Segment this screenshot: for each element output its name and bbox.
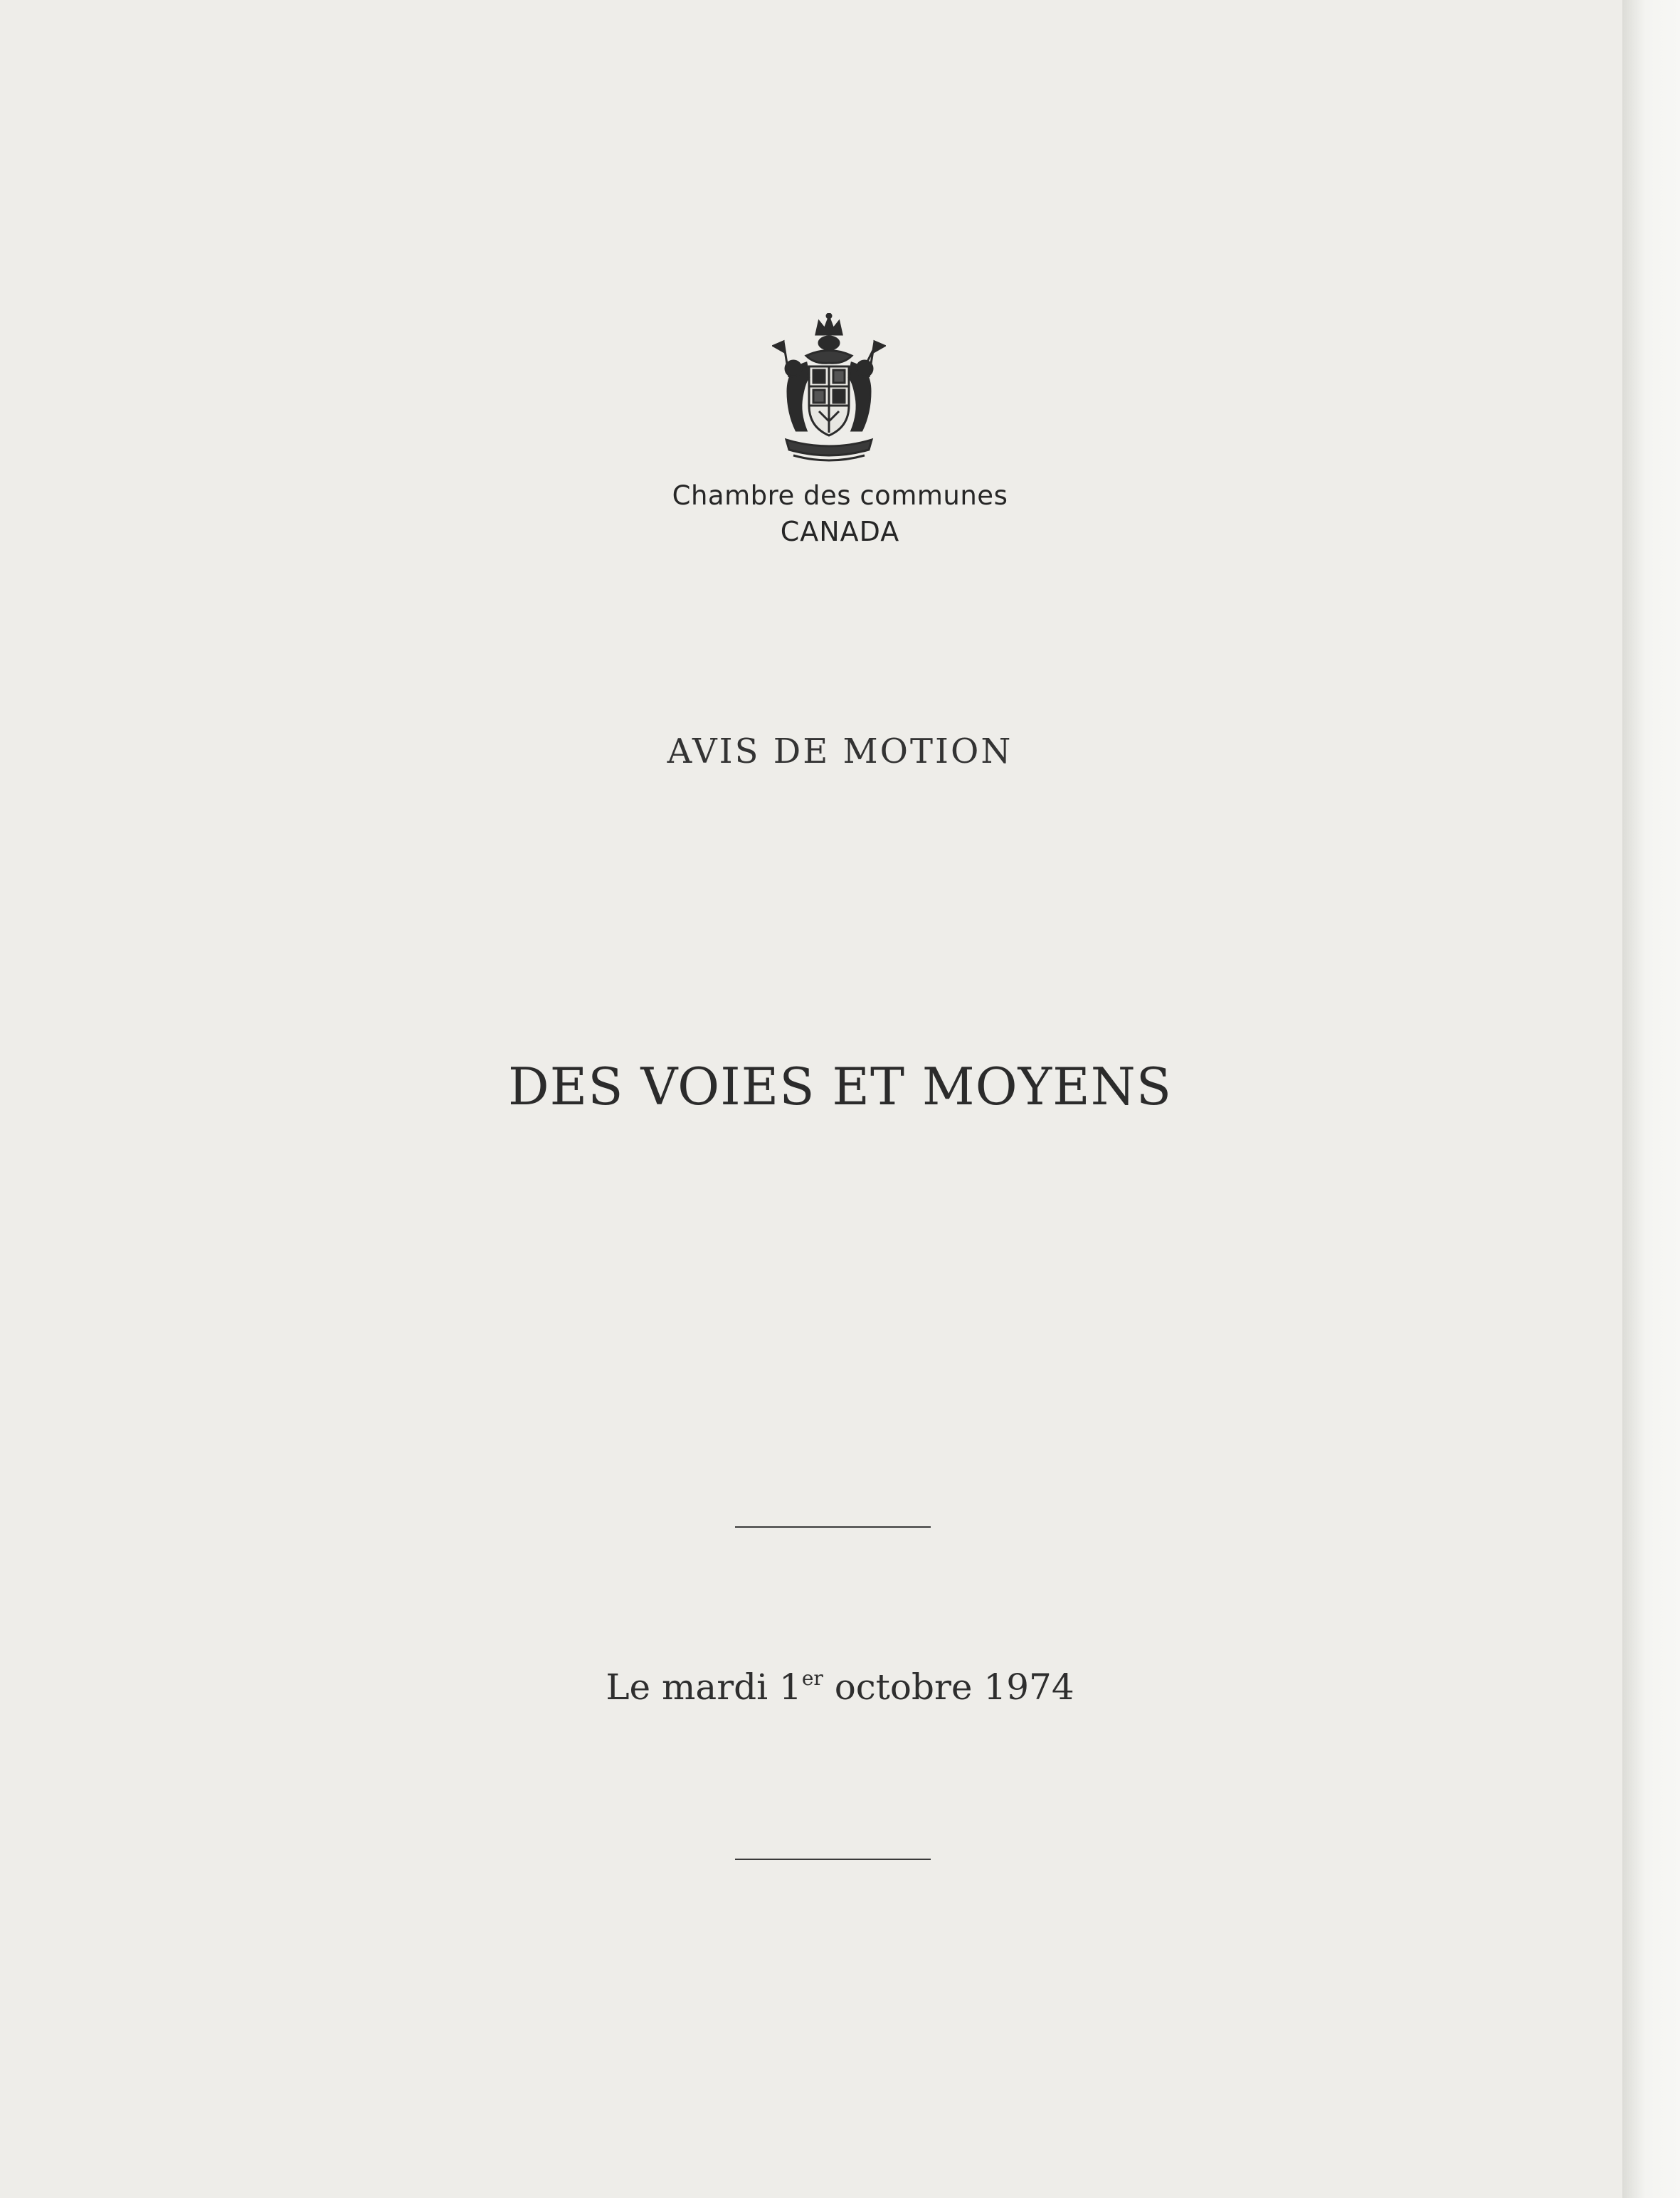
divider-rule-top [735,1526,931,1528]
date-prefix: Le mardi 1 [606,1666,802,1708]
main-title: DES VOIES ET MOYENS [507,1057,1173,1116]
document-date [0,1666,1680,1708]
country-name: CANADA [780,516,900,547]
divider-rule-bottom [735,1859,931,1860]
date-suffix: octobre 1974 [823,1666,1074,1708]
date-ordinal-suffix: er [801,1666,823,1690]
house-name: Chambre des communes [672,480,1008,511]
notice-label: AVIS DE MOTION [667,731,1013,771]
royal-coat-of-arms-icon [772,313,886,466]
